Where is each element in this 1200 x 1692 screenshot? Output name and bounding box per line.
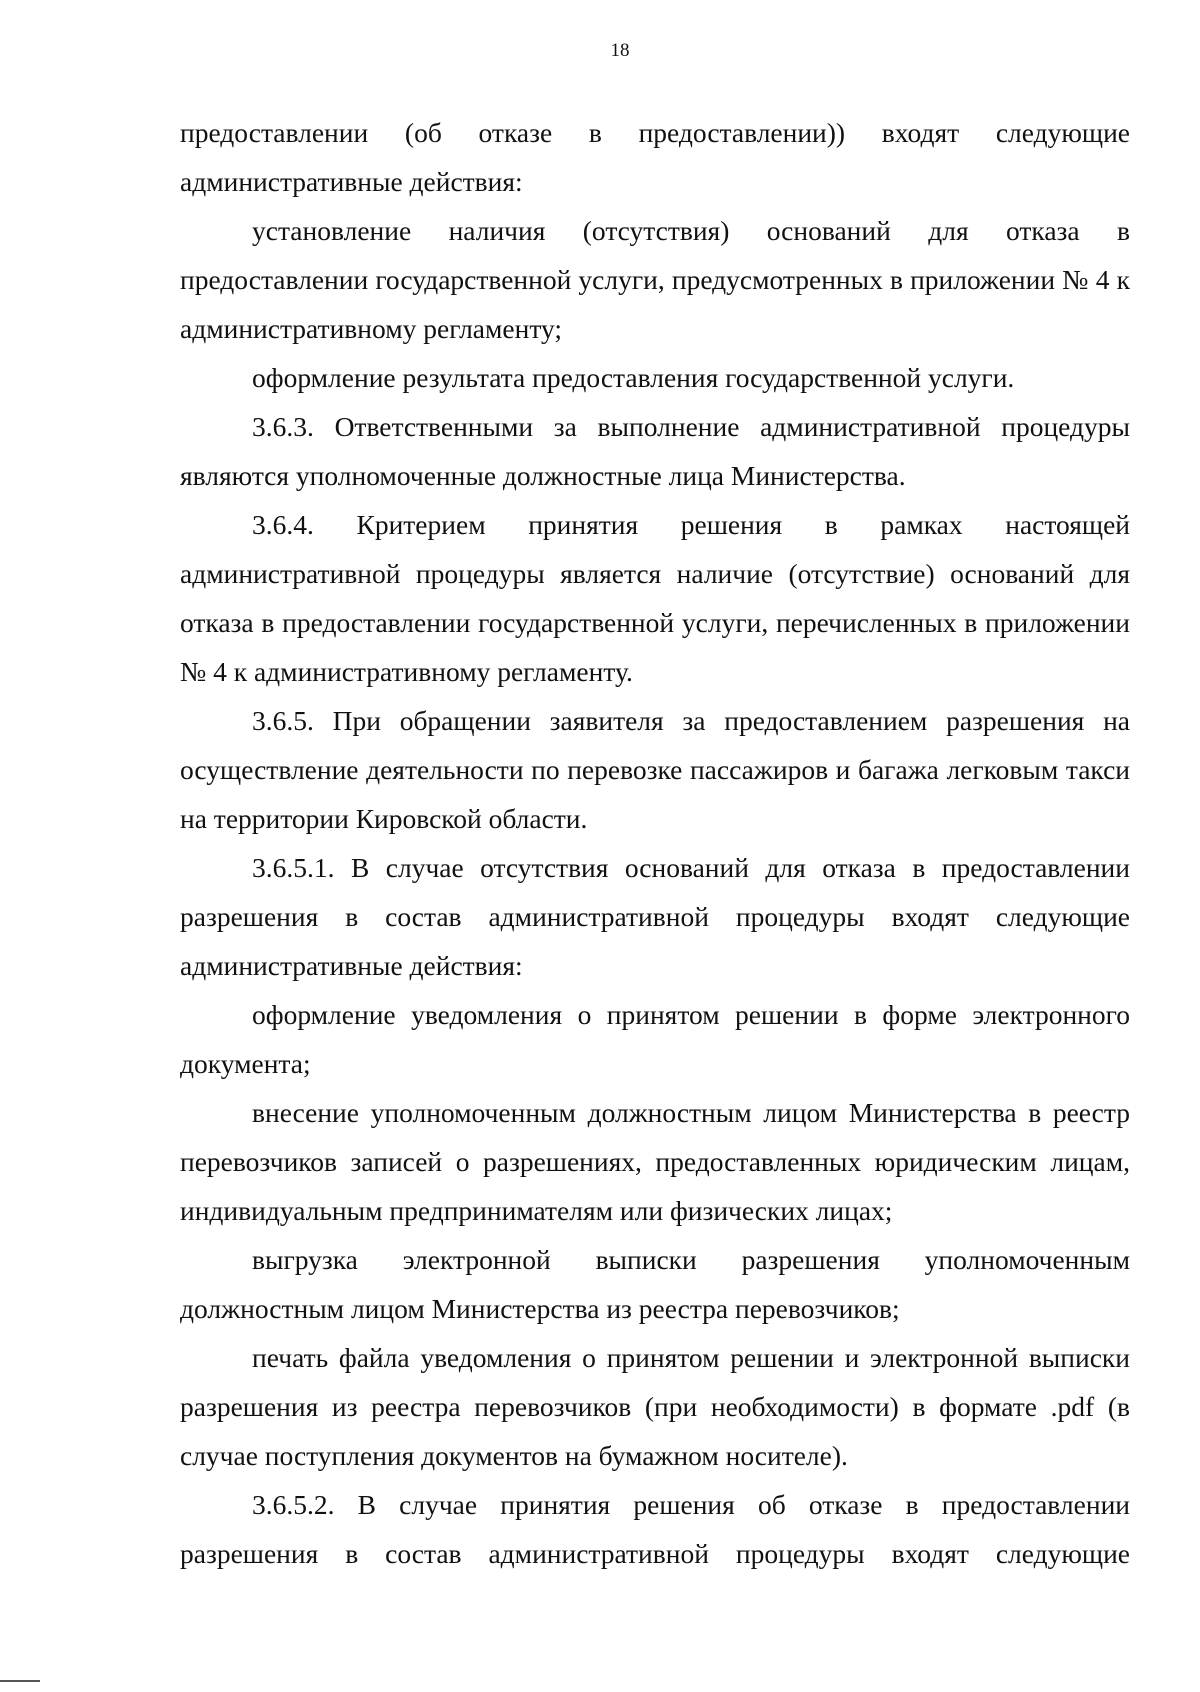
document-body [180, 108, 1130, 1578]
paragraph: установление наличия (отсутствия) оснований для отказа в предоставлении государственной услуги, предусмотренных в приложении № 4 к административному регламенту; [180, 215, 1130, 344]
paragraph: 3.6.4. Критерием принятия решения в рамках настоящей административной процедуры является наличие (отсутствие) оснований для отказа в предоставлении государственной услуги, перечисленных в приложении № 4 к административному регламенту. [180, 509, 1130, 687]
paragraph: 3.6.5. При обращении заявителя за предоставлением разрешения на осуществление деятельности по перевозке пассажиров и багажа легковым такси на территории Кировской области. [180, 705, 1130, 834]
paragraph: выгрузка электронной выписки разрешения уполномоченным должностным лицом Министерства из реестра перевозчиков; [180, 1244, 1130, 1324]
paragraph: предоставлении (об отказе в предоставлении)) входят следующие административные действия: [180, 117, 1130, 197]
paragraph-last: 3.6.5.2. В случае принятия решения об отказе в предоставлении разрешения в состав административной процедуры входят следующие [180, 1489, 1130, 1569]
paragraph: оформление результата предоставления государственной услуги. [252, 362, 1015, 393]
paragraph: 3.6.3. Ответственными за выполнение административной процедуры являются уполномоченные должностные лица Министерства. [180, 411, 1130, 491]
paragraph: внесение уполномоченным должностным лицом Министерства в реестр перевозчиков записей о разрешениях, предоставленных юридическим лицам, индивидуальным предпринимателям или физических лицах; [180, 1097, 1130, 1226]
paragraph: 3.6.5.1. В случае отсутствия оснований для отказа в предоставлении разрешения в состав административной процедуры входят следующие административные действия: [180, 852, 1130, 981]
paragraph: оформление уведомления о принятом решении в форме электронного документа; [180, 999, 1130, 1079]
page-number: 18 [610, 40, 630, 61]
scan-edge-mark [0, 1680, 40, 1682]
paragraph: печать файла уведомления о принятом решении и электронной выписки разрешения из реестра перевозчиков (при необходимости) в формате .pdf (в случае поступления документов на бумажном носителе). [180, 1342, 1130, 1471]
